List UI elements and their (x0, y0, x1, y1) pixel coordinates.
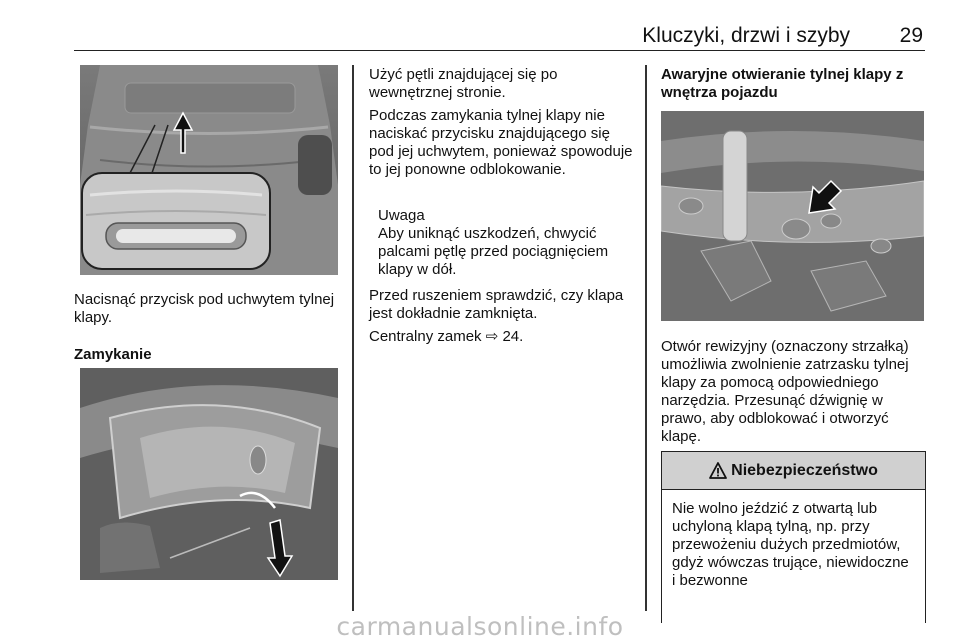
danger-header (662, 452, 925, 490)
column-divider-2 (645, 65, 647, 611)
danger-title: Niebezpieczeństwo (731, 461, 878, 479)
paragraph-emergency-body: Otwór rewizyjny (oznaczony strzałką) umożliwia zwolnienie zatrzasku tylnej klapy za pomocą odpowiedniego narzędzia. Przesunąć dźwignię w prawo, aby odblokować i otworzyć klapę. (661, 338, 909, 445)
page-reference-icon: ⇨ (485, 328, 499, 345)
emergency-release-illustration (661, 111, 924, 321)
danger-box (661, 451, 926, 623)
note-text: Aby uniknąć uszkodzeń, chwycić palcami pętlę przed pociągnięciem klapy w dół. (378, 225, 609, 278)
caption-press-button: Nacisnąć przycisk pod uchwytem tylnej klapy. (74, 291, 335, 326)
column-divider-1 (352, 65, 354, 611)
heading-emergency-opening: Awaryjne otwieranie tylnej klapy z wnętrza pojazdu (661, 66, 904, 101)
warning-triangle-icon (709, 462, 727, 479)
central-locking-page-ref[interactable]: 24. (498, 328, 524, 345)
paragraph-central-locking-ref (369, 328, 635, 346)
watermark: carmanualsonline.info (336, 612, 624, 641)
heading-closing: Zamykanie (74, 346, 152, 363)
page-header (74, 22, 925, 51)
note-block (378, 207, 636, 279)
central-locking-text: Centralny zamek (369, 328, 486, 345)
page-number: 29 (899, 24, 923, 47)
paragraph-check-closed: Przed ruszeniem sprawdzić, czy klapa jest dokładnie zamknięta. (369, 287, 624, 322)
tailgate-closing-illustration (80, 368, 338, 580)
note-label: Uwaga (378, 207, 425, 224)
paragraph-closing-warning: Podczas zamykania tylnej klapy nie naciskać przycisku znajdującego się pod jej uchwytem, ponieważ spowoduje to jej ponowne odblokowanie. (369, 107, 633, 178)
section-title: Kluczyki, drzwi i szyby (642, 24, 850, 47)
danger-text: Nie wolno jeździć z otwartą lub uchyloną klapą tylną, np. przy przewożeniu dużych przedmiotów, gdyż wówczas trujące, niewidoczne i bezwonne (672, 500, 909, 589)
paragraph-use-loop: Użyć pętli znajdującej się po wewnętrznej stronie. (369, 66, 558, 101)
tailgate-button-illustration (80, 65, 338, 275)
